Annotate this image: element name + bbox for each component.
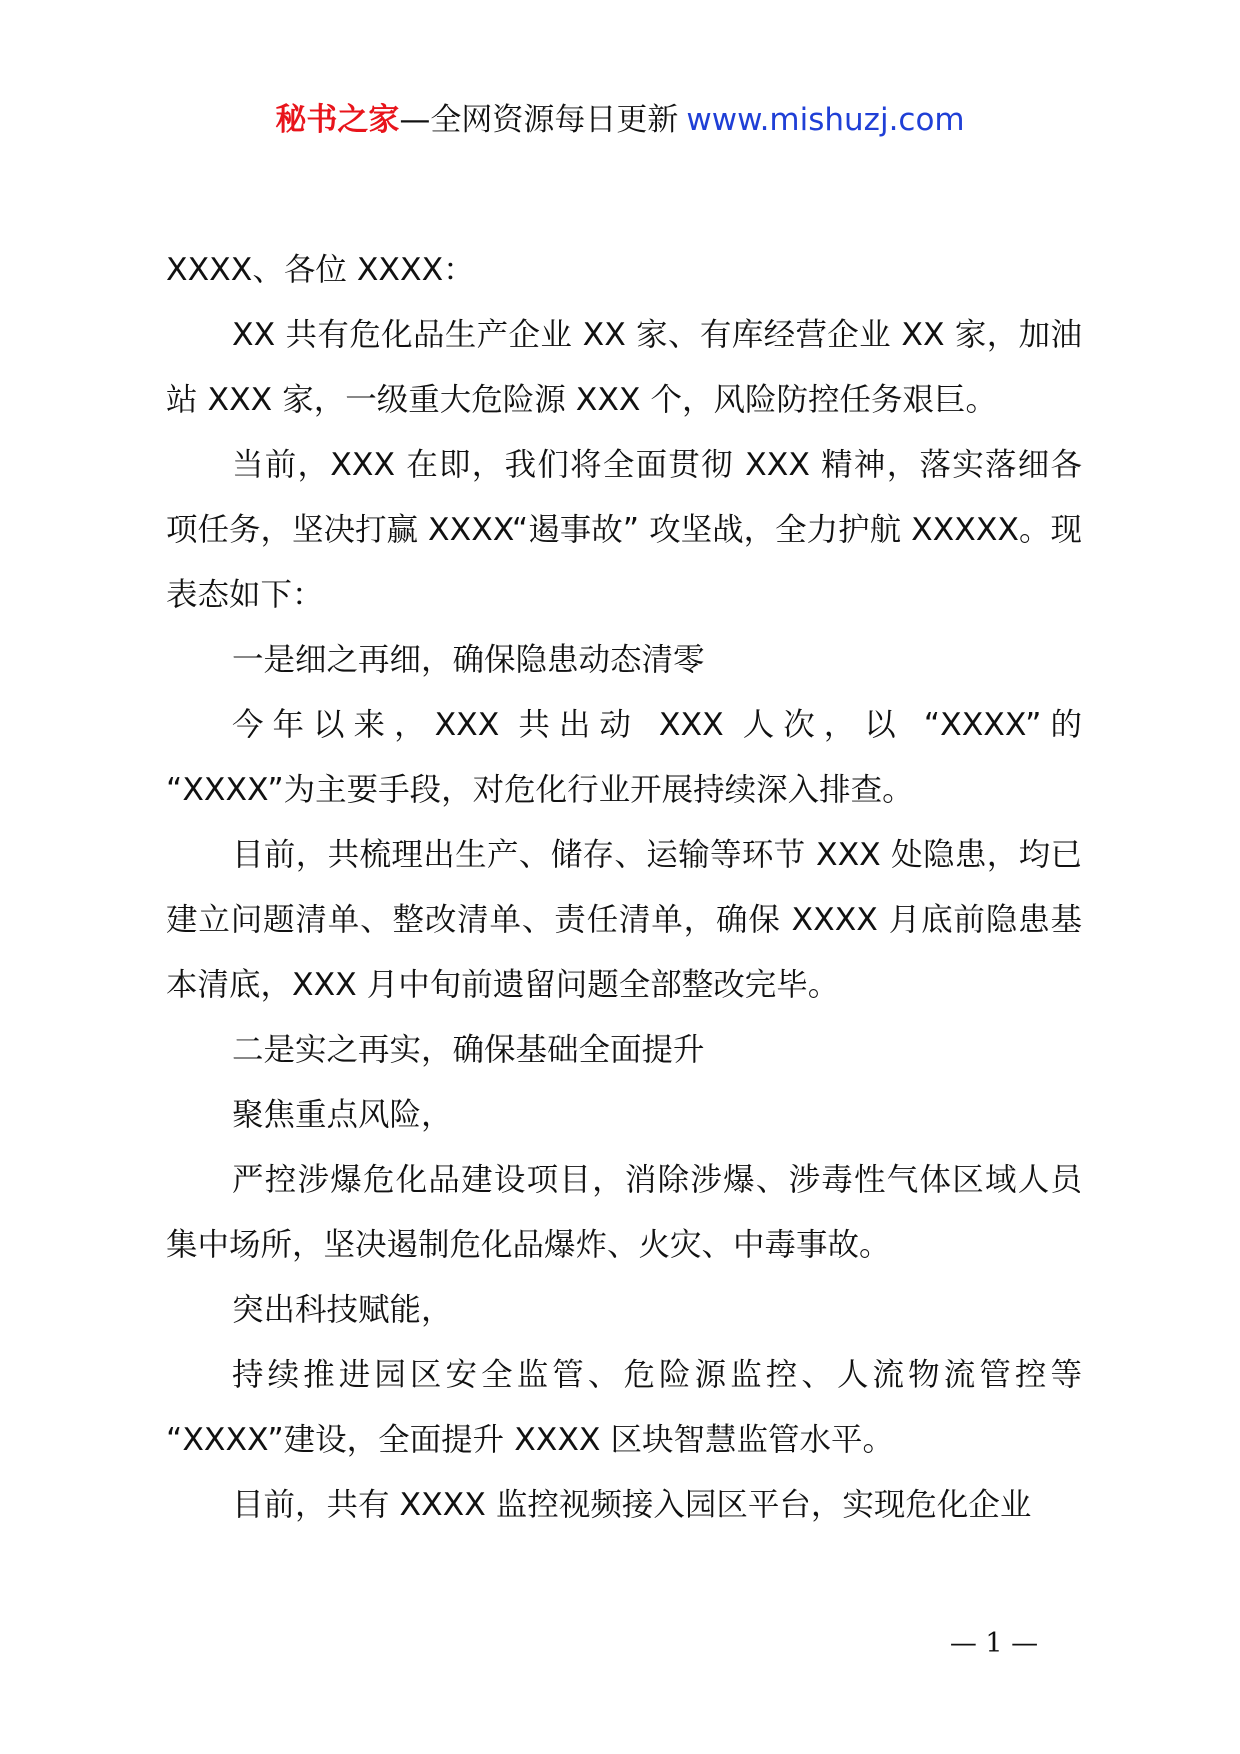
brand-name: 秘书之家 bbox=[275, 102, 400, 138]
section-heading-one: 一是细之再细，确保隐患动态清零 bbox=[232, 642, 705, 678]
paragraph-control: 严控涉爆危化品建设项目，消除涉爆、涉毒性气体区域人员集中场所，坚决遏制危化品爆炸、火灾、中毒事故。 bbox=[166, 1162, 1082, 1263]
header-tagline: —全网资源每日更新 bbox=[399, 102, 679, 138]
page-number: — 1 — bbox=[949, 1628, 1039, 1659]
paragraph-inspection: 今年以来，XXX 共出动 XXX 人次，以 “XXXX”的 “XXXX”为主要手段，对危化行业开展持续深入排查。 bbox=[166, 707, 1082, 808]
site-url-link[interactable]: www.mishuzj.com bbox=[686, 102, 965, 138]
paragraph-overview: XX 共有危化品生产企业 XX 家、有库经营企业 XX 家，加油站 XXX 家，一级重大危险源 XXX 个，风险防控任务艰巨。 bbox=[166, 317, 1082, 418]
paragraph-monitoring: 目前，共有 XXXX 监控视频接入园区平台，实现危化企业 bbox=[232, 1487, 1032, 1523]
paragraph-hazards: 目前，共梳理出生产、储存、运输等环节 XXX 处隐患，均已建立问题清单、整改清单、责任清单，确保 XXXX 月底前隐患基本清底，XXX 月中旬前遗留问题全部整改完毕。 bbox=[166, 837, 1082, 1003]
paragraph-focus-risk: 聚焦重点风险， bbox=[232, 1097, 453, 1133]
paragraph-statement: 当前，XXX 在即，我们将全面贯彻 XXX 精神，落实落细各项任务，坚决打赢 XXXX“遏事故” 攻坚战，全力护航 XXXXX。现表态如下： bbox=[166, 447, 1082, 613]
paragraph-smart-supervision: 持续推进园区安全监管、危险源监控、人流物流管控等 “XXXX”建设，全面提升 XXXX 区块智慧监管水平。 bbox=[166, 1357, 1082, 1458]
page-header bbox=[0, 98, 1240, 142]
section-heading-two: 二是实之再实，确保基础全面提升 bbox=[232, 1032, 705, 1068]
paragraph-tech: 突出科技赋能， bbox=[232, 1292, 453, 1328]
salutation: XXXX、各位 XXXX： bbox=[166, 252, 475, 288]
document-body bbox=[166, 238, 1082, 1538]
